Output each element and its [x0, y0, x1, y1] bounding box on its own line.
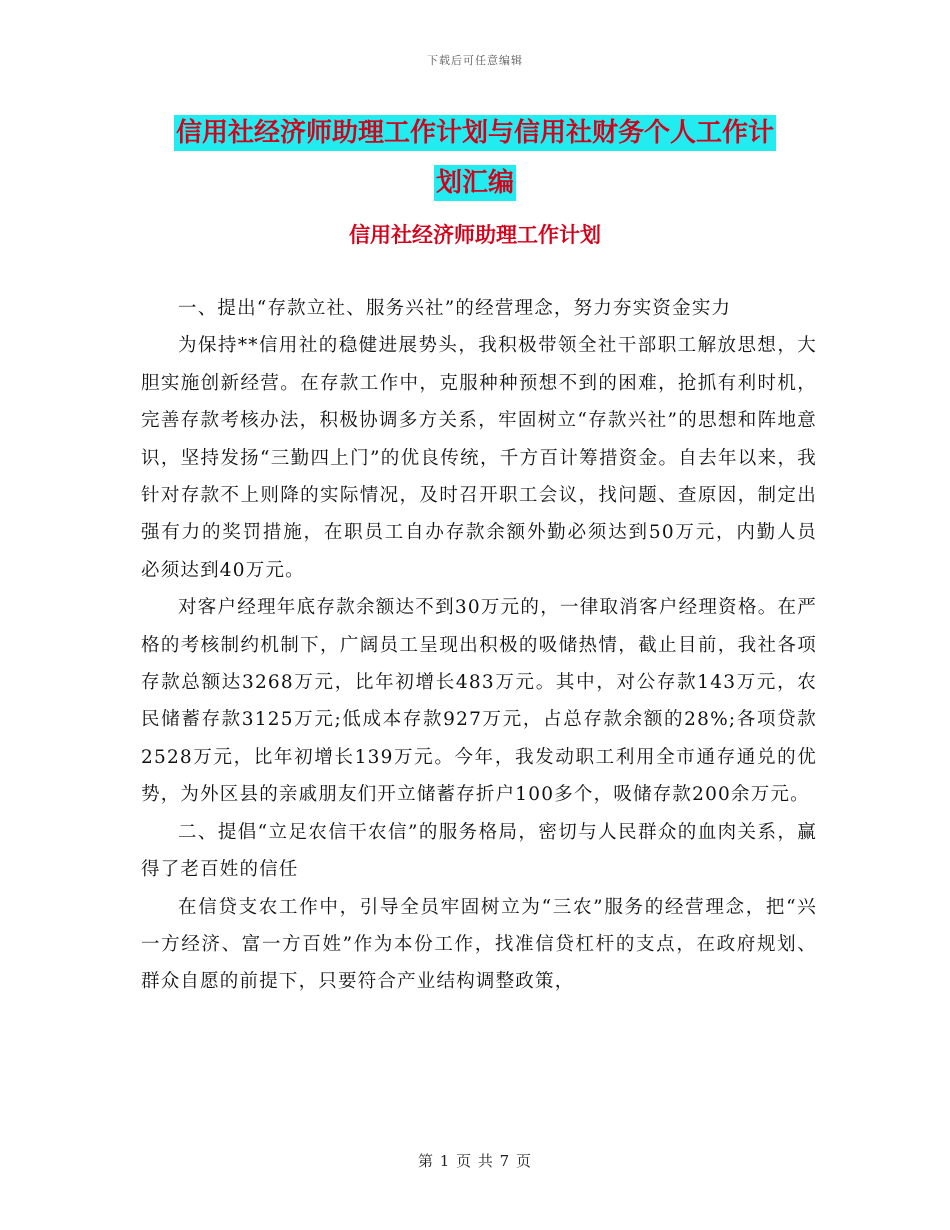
paragraph-heading-1: 一、提出“存款立社、服务兴社”的经营理念，努力夯实资金实力	[178, 298, 732, 319]
document-title	[0, 108, 950, 208]
paragraph: 为保持**信用社的稳健进展势头，我积极带领全社干部职工解放思想，大胆实施创新经营。在存款工作中，克服种种预想不到的困难，抢抓有利时机，完善存款考核办法，积极协调多方关系，牢固树立“存款兴社”的思想和阵地意识，坚持发扬“三勤四上门”的优良传统，千方百计筹措资金。自去年以来，我针对存款不上则降的实际情况，及时召开职工会议，找问题、查原因，制定出强有力的奖罚措施，在职员工自办存款余额外勤必须达到50万元，内勤人员必须达到40万元。	[141, 335, 817, 581]
document-title-line-2: 划汇编	[434, 165, 516, 201]
page-number: 第 1 页 共 7 页	[418, 1152, 532, 1170]
page-header-note: 下载后可任意编辑	[427, 54, 523, 67]
document-title-line-1: 信用社经济师助理工作计划与信用社财务个人工作计	[174, 115, 776, 151]
paragraph-heading-2: 二、提倡“立足农信干农信”的服务格局，密切与人民群众的血肉关系，赢得了老百姓的信任	[141, 821, 817, 881]
section-title: 信用社经济师助理工作计划	[349, 223, 601, 247]
document-body	[141, 290, 817, 1001]
paragraph: 对客户经理年底存款余额达不到30万元的，一律取消客户经理资格。在严格的考核制约机制下，广阔员工呈现出积极的吸储热情，截止目前，我社各项存款总额达3268万元，比年初增长483万元。其中，对公存款143万元，农民储蓄存款3125万元;低成本存款927万元，占总存款余额的28%;各项贷款2528万元，比年初增长139万元。今年，我发动职工利用全市通存通兑的优势，为外区县的亲戚朋友们开立储蓄存折户100多个，吸储存款200余万元。	[141, 597, 817, 806]
paragraph: 在信贷支农工作中，引导全员牢固树立为“三农”服务的经营理念，把“兴一方经济、富一方百姓”作为本份工作，找准信贷杠杆的支点，在政府规划、群众自愿的前提下，只要符合产业结构调整政策，	[141, 896, 817, 993]
